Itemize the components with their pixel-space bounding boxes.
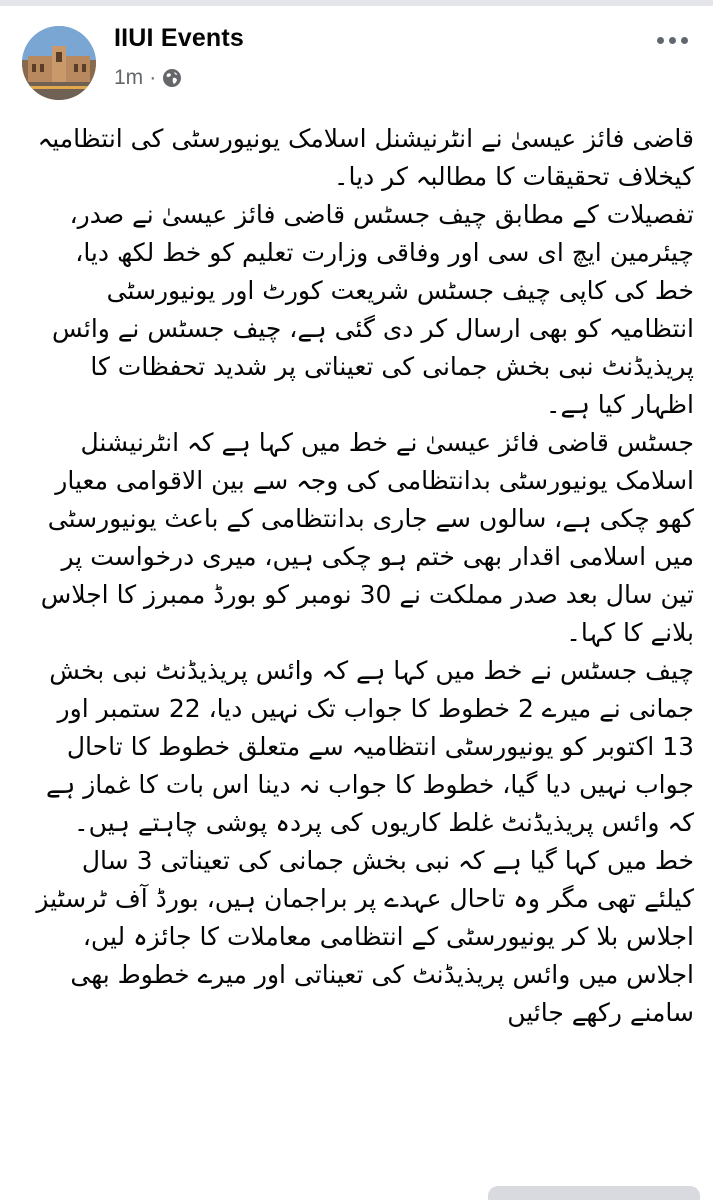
post-paragraph-4: چیف جسٹس نے خط میں کہا ہے کہ وائس پریذیڈنٹ نبی بخش جمانی نے میرے 2 خطوط کا جواب تک نہیں دیا، 22 ستمبر اور 13 اکتوبر کو یونیورسٹی انتظامیہ سے متعلق خطوط کا تاحال جواب نہیں دیا گیا، خطوط کا جواب نہ دینا اس بات کا غماز ہے کہ وائس پریذیڈنٹ غلط کاریوں کی پردہ پوشی چاہتے ہیں۔ — [45, 656, 694, 837]
bottom-overlay-edge — [488, 1186, 700, 1200]
post-meta — [114, 64, 182, 92]
page-name-link[interactable]: IIUI Events — [114, 24, 245, 52]
dot-3 — [681, 37, 688, 44]
meta-separator: · — [149, 66, 157, 89]
post-paragraph-3: جسٹس قاضی فائز عیسیٰ نے خط میں کہا ہے کہ انٹرنیشنل اسلامک یونیورسٹی بدانتظامی کی وجہ سے بین الاقوامی معیار کھو چکی ہے، سالوں سے جاری بدانتظامی کے باعث یونیورسٹی میں اسلامی اقدار بھی ختم ہو چکی ہیں، میری درخواست پر تین سال بعد صدر مملکت نے 30 نومبر کو بورڈ ممبرز کا اجلاس بلانے کا کہا۔ — [40, 428, 694, 647]
post-paragraph-5: خط میں کہا گیا ہے کہ نبی بخش جمانی کی تعیناتی 3 سال کیلئے تھی مگر وہ تاحال عہدے پر براجمان ہیں، بورڈ آف ٹرسٹیز اجلاس بلا کر یونیورسٹی کے انتظامی معاملات کا جائزہ لیں، اجلاس میں وائس پریذیڈنٹ کی تعیناتی اور میرے خطوط بھی سامنے رکھے جائیں — [36, 846, 694, 1027]
university-building-photo — [22, 26, 96, 100]
post-paragraph-1: قاضی فائز عیسیٰ نے انٹرنیشنل اسلامک یونیورسٹی کی انتظامیہ کیخلاف تحقیقات کا مطالبہ کر دیا۔ — [37, 124, 694, 191]
avatar[interactable] — [22, 26, 96, 100]
post-header — [0, 6, 713, 116]
post-timestamp[interactable]: 1m — [114, 66, 144, 89]
globe-icon[interactable] — [162, 68, 182, 88]
post-paragraph-2: تفصیلات کے مطابق چیف جسٹس قاضی فائز عیسیٰ نے صدر، چیئرمین ایچ ای سی اور وفاقی وزارت تعلیم کو خط لکھ دیا، خط کی کاپی چیف جسٹس شریعت کورٹ اور یونیورسٹی انتظامیہ کو بھی ارسال کر دی گئی ہے، چیف جسٹس نے وائس پریذیڈنٹ نبی بخش جمانی کی تعیناتی پر شدید تحفظات کا اظہار کیا ہے۔ — [51, 200, 694, 419]
more-options-icon[interactable] — [650, 24, 694, 56]
dot-2 — [669, 37, 676, 44]
post-text — [30, 120, 694, 1032]
dot-1 — [657, 37, 664, 44]
